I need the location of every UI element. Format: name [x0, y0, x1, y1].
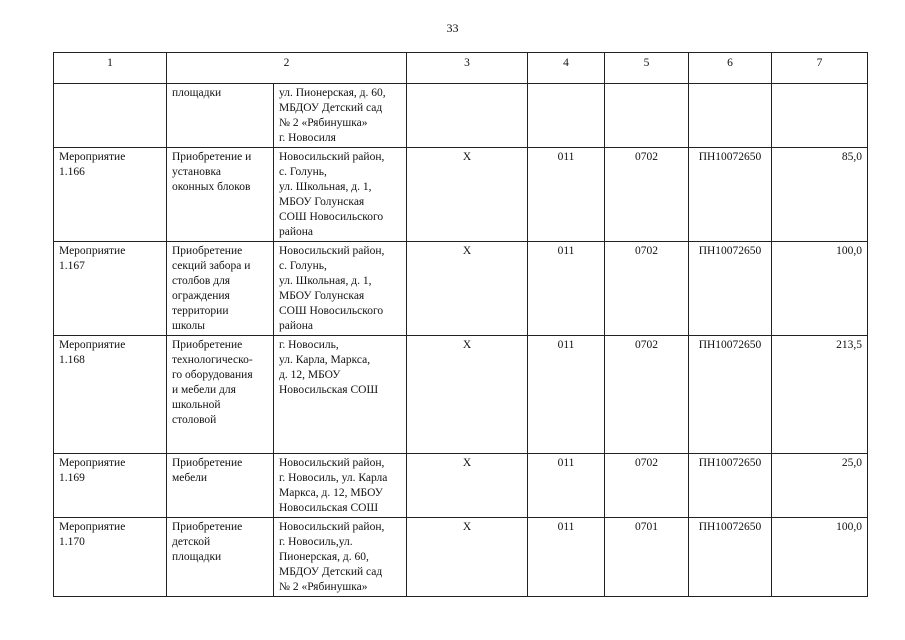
- address-cell: ул. Пионерская, д. 60, МБДОУ Детский сад № 2 «Рябинушка» г. Новосиля: [274, 84, 407, 148]
- address-cell: Новосильский район, г. Новосиль, ул. Карла Маркса, д. 12, МБОУ Новосильская СОШ: [274, 454, 407, 518]
- col5-cell: 0701: [605, 518, 689, 597]
- event-cell: [54, 84, 167, 148]
- table-row: [54, 242, 868, 336]
- table-row: [54, 84, 868, 148]
- name-cell: Приобретение мебели: [167, 454, 274, 518]
- header-col-6: 6: [689, 53, 772, 84]
- col3-cell: Х: [407, 336, 528, 454]
- col4-cell: [528, 84, 605, 148]
- activities-table: [53, 52, 868, 597]
- col6-cell: ПН10072650: [689, 518, 772, 597]
- name-cell: площадки: [167, 84, 274, 148]
- col5-cell: 0702: [605, 148, 689, 242]
- col5-cell: 0702: [605, 242, 689, 336]
- event-cell: Мероприятие 1.168: [54, 336, 167, 454]
- col3-cell: Х: [407, 454, 528, 518]
- address-cell: г. Новосиль, ул. Карла, Маркса, д. 12, МБОУ Новосильская СОШ: [274, 336, 407, 454]
- table-row: [54, 336, 868, 454]
- table-row: [54, 518, 868, 597]
- header-col-2: 2: [167, 53, 407, 84]
- col6-cell: ПН10072650: [689, 242, 772, 336]
- col3-cell: Х: [407, 242, 528, 336]
- event-cell: Мероприятие 1.169: [54, 454, 167, 518]
- col3-cell: [407, 84, 528, 148]
- header-col-1: 1: [54, 53, 167, 84]
- col5-cell: [605, 84, 689, 148]
- col3-cell: Х: [407, 518, 528, 597]
- col5-cell: 0702: [605, 454, 689, 518]
- name-cell: Приобретение секций забора и столбов для ограждения территории школы: [167, 242, 274, 336]
- col4-cell: 011: [528, 148, 605, 242]
- name-cell: Приобретение технологическо- го оборудования и мебели для школьной столовой: [167, 336, 274, 454]
- col6-cell: ПН10072650: [689, 454, 772, 518]
- address-cell: Новосильский район, г. Новосиль,ул. Пионерская, д. 60, МБДОУ Детский сад № 2 «Рябинушка»: [274, 518, 407, 597]
- col4-cell: 011: [528, 336, 605, 454]
- amount-cell: 25,0: [772, 454, 868, 518]
- table-row: [54, 148, 868, 242]
- table-header-row: [54, 53, 868, 84]
- event-cell: Мероприятие 1.170: [54, 518, 167, 597]
- col6-cell: ПН10072650: [689, 336, 772, 454]
- page-number: 33: [446, 21, 459, 35]
- table-row: [54, 454, 868, 518]
- header-col-4: 4: [528, 53, 605, 84]
- header-col-5: 5: [605, 53, 689, 84]
- amount-cell: [772, 84, 868, 148]
- address-cell: Новосильский район, с. Голунь, ул. Школьная, д. 1, МБОУ Голунская СОШ Новосильского района: [274, 148, 407, 242]
- name-cell: Приобретение и установка оконных блоков: [167, 148, 274, 242]
- col5-cell: 0702: [605, 336, 689, 454]
- col3-cell: Х: [407, 148, 528, 242]
- header-col-7: 7: [772, 53, 868, 84]
- col6-cell: [689, 84, 772, 148]
- col4-cell: 011: [528, 242, 605, 336]
- event-cell: Мероприятие 1.167: [54, 242, 167, 336]
- name-cell: Приобретение детской площадки: [167, 518, 274, 597]
- address-cell: Новосильский район, с. Голунь, ул. Школьная, д. 1, МБОУ Голунская СОШ Новосильского района: [274, 242, 407, 336]
- amount-cell: 85,0: [772, 148, 868, 242]
- col4-cell: 011: [528, 518, 605, 597]
- amount-cell: 213,5: [772, 336, 868, 454]
- col4-cell: 011: [528, 454, 605, 518]
- amount-cell: 100,0: [772, 242, 868, 336]
- header-col-3: 3: [407, 53, 528, 84]
- event-cell: Мероприятие 1.166: [54, 148, 167, 242]
- col6-cell: ПН10072650: [689, 148, 772, 242]
- amount-cell: 100,0: [772, 518, 868, 597]
